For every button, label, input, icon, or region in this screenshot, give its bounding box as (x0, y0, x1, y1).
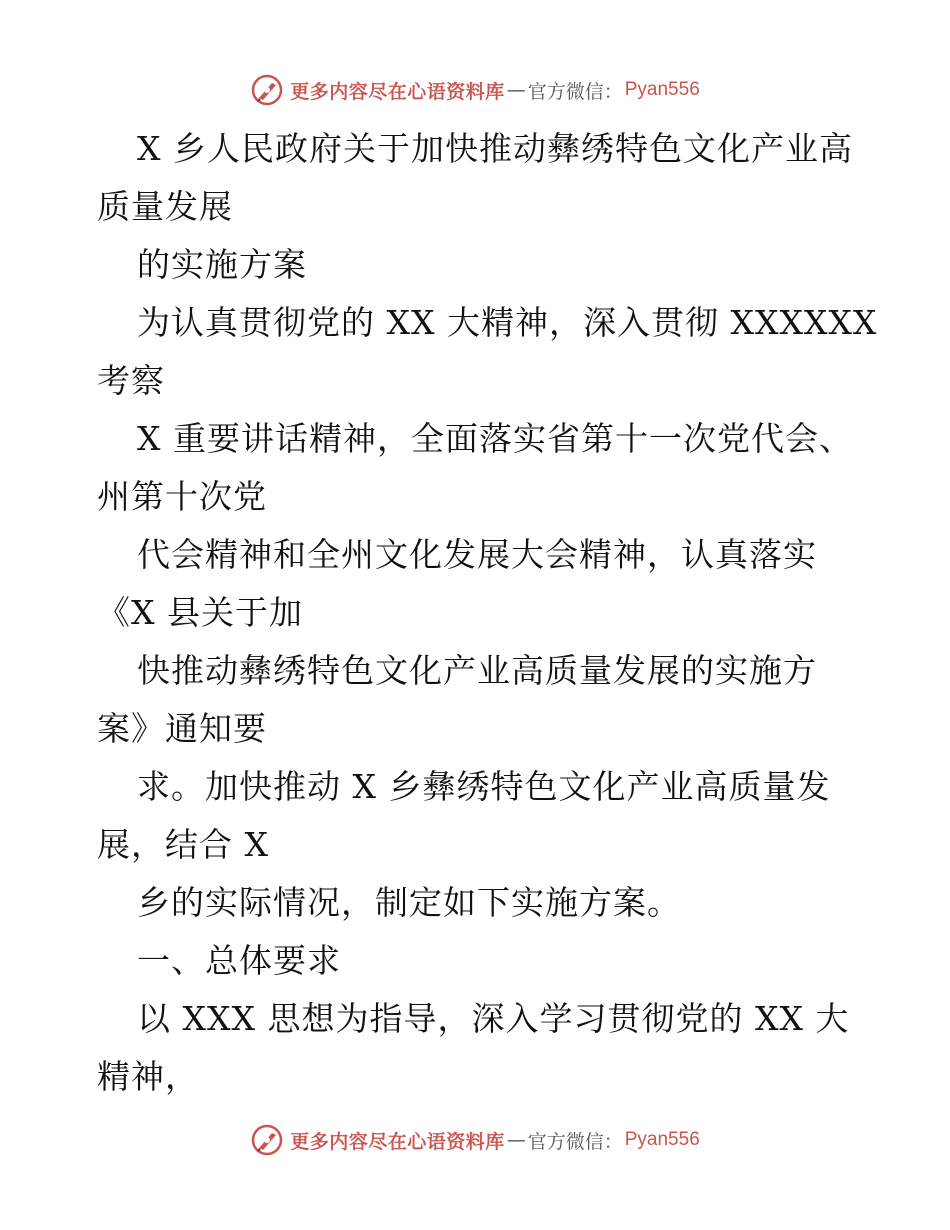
quill-pen-logo-icon (250, 73, 284, 107)
paragraph-line: 案》通知要 (97, 709, 267, 748)
footer-banner (0, 1120, 950, 1160)
banner-slogan: 更多内容尽在心语资料库 (290, 80, 505, 103)
paragraph-line: 展，结合 X (97, 825, 269, 864)
quill-pen-logo-icon (250, 1123, 284, 1157)
section-heading: 一、总体要求 (137, 941, 341, 980)
banner-slogan: 更多内容尽在心语资料库 (290, 1130, 505, 1153)
banner-wechat-label: 官方微信： (527, 80, 623, 103)
paragraph-line: 求。加快推动 X 乡彝绣特色文化产业高质量发 (137, 767, 831, 806)
banner-wechat-label: 官方微信： (527, 1130, 623, 1153)
paragraph-line: 快推动彝绣特色文化产业高质量发展的实施方 (137, 651, 817, 690)
header-banner (0, 70, 950, 110)
paragraph-line: X 重要讲话精神，全面落实省第十一次党代会、 (137, 419, 853, 458)
paragraph-line: 乡的实际情况，制定如下实施方案。 (137, 883, 681, 922)
banner-wechat-id: Pyan556 (624, 1129, 700, 1150)
banner-separator: — (506, 1129, 526, 1151)
paragraph-line: 代会精神和全州文化发展大会精神，认真落实 (137, 535, 817, 574)
paragraph-line: 以 XXX 思想为指导，深入学习贯彻党的 XX 大 (137, 999, 850, 1038)
paragraph-line: 考察 (97, 361, 165, 400)
title-line-3: 的实施方案 (137, 245, 307, 284)
title-line-2: 质量发展 (97, 187, 233, 226)
title-line-1: X 乡人民政府关于加快推动彝绣特色文化产业高 (137, 129, 853, 168)
paragraph-line: 为认真贯彻党的 XX 大精神，深入贯彻 XXXXXX (137, 303, 878, 342)
paragraph-line: 《X 县关于加 (97, 593, 303, 632)
paragraph-line: 州第十次党 (97, 477, 267, 516)
paragraph-line: 精神， (97, 1057, 199, 1096)
banner-separator: — (506, 79, 526, 101)
banner-wechat-id: Pyan556 (624, 79, 700, 100)
document-body (97, 120, 878, 1106)
